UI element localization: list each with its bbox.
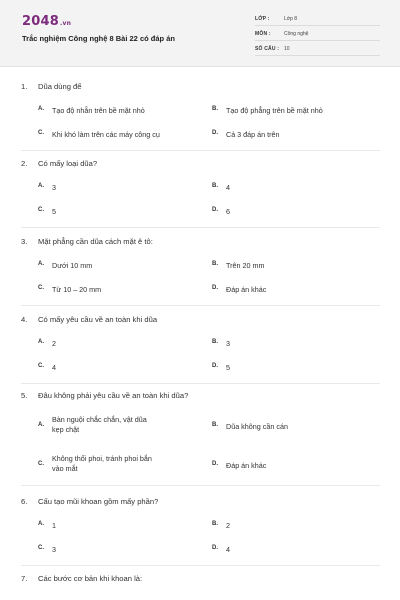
option-text: 3 — [52, 183, 56, 192]
option-text: 6 — [226, 207, 230, 216]
option-text: Cả 3 đáp án trên — [226, 130, 280, 139]
option-key: D. — [212, 461, 218, 467]
option-text: Đáp án khác — [226, 461, 267, 470]
option-key: C. — [38, 545, 44, 551]
question-number: 4. — [21, 315, 28, 324]
option-key: D. — [212, 363, 218, 369]
meta-count — [255, 44, 380, 56]
question-text: Có mấy yêu cầu về an toàn khi dũa — [38, 315, 158, 324]
question-number: 2. — [21, 159, 28, 168]
question-number: 7. — [21, 574, 28, 583]
question-text: Có mấy loại dũa? — [38, 159, 98, 168]
question-text: Dũa dùng để — [38, 82, 82, 91]
option-text: Từ 10 – 20 mm — [52, 285, 102, 294]
option-key: D. — [212, 545, 218, 551]
question-divider — [21, 305, 380, 306]
option-key: D. — [212, 207, 218, 213]
option-key: D. — [212, 130, 218, 136]
site-logo[interactable] — [22, 14, 71, 29]
option-key: B. — [212, 521, 218, 527]
meta-count-label: SỐ CÂU : — [255, 46, 280, 52]
option-text: 3 — [226, 339, 230, 348]
question-header — [21, 237, 153, 246]
question-header — [21, 315, 157, 324]
option-text: 5 — [52, 207, 56, 216]
option-key: A. — [38, 183, 44, 189]
option-key: A. — [38, 422, 44, 428]
question-divider — [21, 383, 380, 384]
question-text: Các bước cơ bản khi khoan là: — [38, 574, 143, 583]
option-text: Tạo độ nhẵn trên bề mặt nhỏ — [52, 106, 145, 115]
question-text: Mặt phẳng cần dũa cách mặt ê tô: — [38, 237, 153, 246]
question-text: Đâu không phải yêu cầu về an toàn khi dũa? — [38, 391, 189, 400]
meta-class — [255, 14, 380, 26]
question-header — [21, 497, 158, 506]
option-text: 1 — [52, 521, 56, 530]
question-text: Cấu tạo mũi khoan gồm mấy phần? — [38, 497, 159, 506]
question-divider — [21, 485, 380, 486]
question-number: 3. — [21, 237, 28, 246]
option-text: 2 — [226, 521, 230, 530]
option-key: D. — [212, 285, 218, 291]
option-text: Bàn nguội chắc chắn, vật dũa kẹp chặt — [52, 415, 147, 435]
question-divider — [21, 565, 380, 566]
meta-class-value: Lớp 8 — [284, 16, 298, 22]
question-number: 6. — [21, 497, 28, 506]
option-key: B. — [212, 106, 218, 112]
option-text: Đáp án khác — [226, 285, 267, 294]
option-text: Tạo độ phẳng trên bề mặt nhỏ — [226, 106, 323, 115]
quiz-header — [0, 0, 400, 67]
option-text: 4 — [226, 183, 230, 192]
option-key: A. — [38, 521, 44, 527]
option-text: 5 — [226, 363, 230, 372]
question-header — [21, 82, 82, 91]
question-number: 1. — [21, 82, 28, 91]
option-text: Dũa không cần cán — [226, 422, 288, 431]
meta-class-label: LỚP : — [255, 16, 270, 22]
option-key: C. — [38, 363, 44, 369]
option-text: 4 — [226, 545, 230, 554]
option-key: B. — [212, 261, 218, 267]
question-number: 5. — [21, 391, 28, 400]
option-key: B. — [212, 183, 218, 189]
option-key: A. — [38, 106, 44, 112]
logo-domain: .vn — [59, 20, 72, 27]
logo-text: 2048 — [22, 14, 59, 29]
question-header — [21, 159, 97, 168]
meta-subject-value: Công nghệ — [284, 31, 309, 37]
option-text: 2 — [52, 339, 56, 348]
option-key: B. — [212, 339, 218, 345]
option-key: C. — [38, 130, 44, 136]
quiz-title: Trắc nghiệm Công nghệ 8 Bài 22 có đáp án — [22, 34, 175, 43]
option-text: Trên 20 mm — [226, 261, 265, 270]
meta-subject — [255, 29, 380, 41]
option-key: A. — [38, 339, 44, 345]
option-key: C. — [38, 285, 44, 291]
meta-count-value: 10 — [284, 46, 290, 52]
option-key: C. — [38, 461, 44, 467]
question-divider — [21, 150, 380, 151]
option-text: Dưới 10 mm — [52, 261, 93, 270]
option-text: 3 — [52, 545, 56, 554]
option-key: B. — [212, 422, 218, 428]
meta-subject-label: MÔN : — [255, 31, 271, 37]
option-text: Không thổi phoi, tránh phoi bắn vào mắt — [52, 454, 152, 474]
question-header — [21, 574, 142, 583]
option-key: C. — [38, 207, 44, 213]
option-text: 4 — [52, 363, 56, 372]
option-key: A. — [38, 261, 44, 267]
question-header — [21, 391, 188, 400]
option-text: Khi khó làm trên các máy công cụ — [52, 130, 160, 139]
question-divider — [21, 227, 380, 228]
